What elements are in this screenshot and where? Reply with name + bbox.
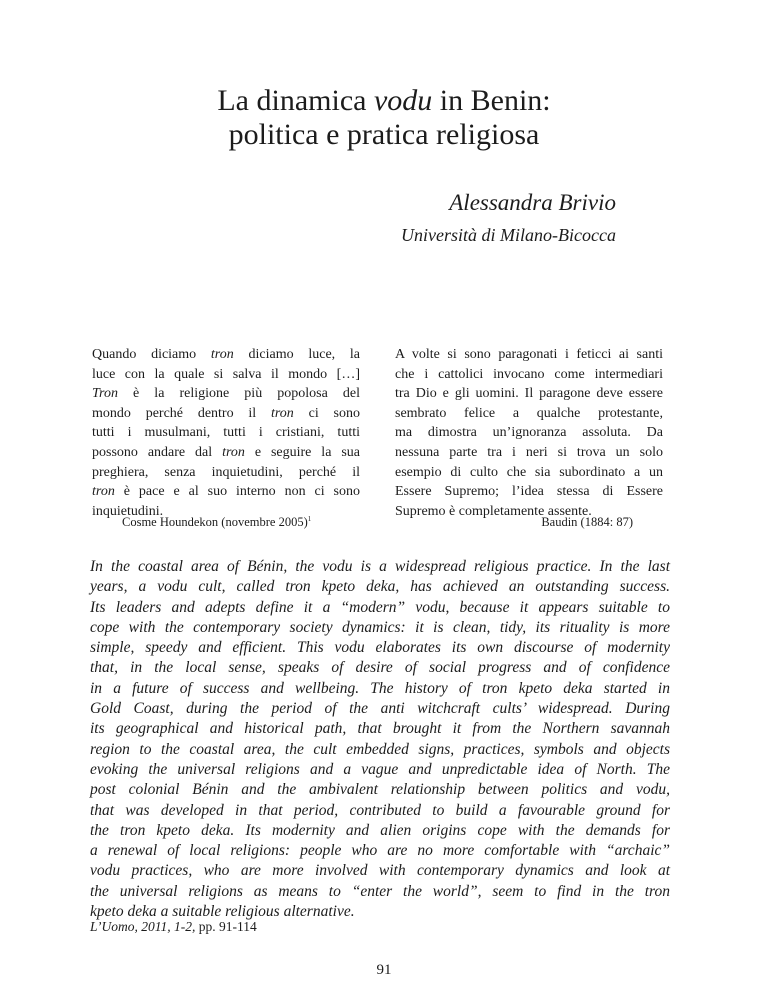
abstract-line: in a future of success and wellbeing. The history of tron kpeto deka started in (90, 679, 670, 697)
epigraph-line (92, 443, 360, 463)
author-name: Alessandra Brivio (449, 190, 616, 215)
epigraph-emphasis: tron (92, 484, 115, 500)
epigraph-line: Supremo è completamente assente. (395, 503, 592, 519)
epigraph-left-citation (122, 515, 311, 530)
epigraph-text: è pace e al suo interno non ci sono (114, 484, 360, 500)
abstract-line: that, in the local sense, speaks of desire of social progress and of confidence (90, 659, 670, 677)
epigraph-text: tutti i musulmani, tutti i cristiani, tutti (92, 425, 360, 441)
abstract-line: kpeto deka a suitable religious alternative. (90, 903, 355, 921)
epigraph-text: mondo perché dentro il (92, 405, 271, 421)
epigraph-text: preghiera, senza inquietudini, perché il (92, 464, 360, 480)
epigraph-text: Quando diciamo (92, 347, 211, 362)
epigraph-line: Essere Supremo; l’idea stessa di Essere (395, 484, 663, 500)
abstract-line: a renewal of local religions: people who are no more comfortable with “archaic” (90, 842, 670, 860)
abstract-line: simple, speedy and efficient. This vodu elaborates its own discourse of modernity (90, 639, 670, 657)
abstract-line: that was developed in that period, contributed to build a favourable ground for (90, 801, 670, 819)
epigraph-line: sembrato felice a qualche protestante, (395, 405, 663, 421)
journal-pages: pp. 91-114 (195, 919, 257, 934)
journal-source (90, 919, 257, 935)
epigraph-line: A volte si sono paragonati i feticci ai santi (395, 347, 663, 362)
epigraph-line (92, 423, 360, 443)
epigraph-emphasis: tron (270, 405, 294, 421)
epigraph-line: nessuna parte tra i neri si trova un solo (395, 444, 663, 460)
epigraph-text: e seguire la sua (244, 444, 360, 460)
epigraph-line: esempio di culto che sia subordinato a un (395, 464, 663, 480)
journal-name: L’Uomo, 2011, 1-2, (90, 919, 196, 934)
epigraph-emphasis: Tron (92, 386, 118, 402)
abstract-line: vodu practices, who are more involved with contemporary dynamics and look at (90, 862, 670, 880)
citation-text: Cosme Houndekon (novembre 2005) (122, 515, 308, 530)
author-affiliation: Università di Milano-Bicocca (401, 225, 616, 245)
epigraph-line (92, 365, 360, 385)
epigraph-line (92, 384, 360, 404)
epigraph-line (92, 463, 360, 483)
abstract-line: cope with the contemporary society dynamics: it is clean, tidy, its rituality is more (90, 618, 670, 636)
title-text: in Benin: (432, 84, 551, 117)
epigraph-right-citation: Baudin (1884: 87) (541, 515, 633, 529)
abstract-line: its geographical and historical path, that brought it from the Northern savannah (90, 720, 670, 738)
epigraph-text: è la religione più popolosa del (117, 386, 360, 402)
epigraph-text: possono andare dal (92, 444, 223, 460)
epigraph-text: ci sono (293, 405, 360, 421)
epigraph-line (92, 345, 360, 365)
title-line-2: politica e pratica religiosa (228, 118, 540, 151)
abstract-line: In the coastal area of Bénin, the vodu is a widespread religious practice. In the last (90, 558, 670, 575)
abstract (90, 557, 670, 922)
abstract-line: region to the coastal area, the cult embedded signs, practices, symbols and objects (90, 740, 670, 758)
title-line-1 (0, 84, 768, 118)
abstract-line: the tron kpeto deka. Its modernity and alien origins cope with the demands for (90, 821, 670, 839)
abstract-line: years, a vodu cult, called tron kpeto deka, has achieved an outstanding success. (90, 578, 670, 596)
abstract-line: post colonial Bénin and the ambivalent relationship between politics and vodu, (90, 781, 670, 799)
title-text: La dinamica (217, 84, 374, 117)
title-emphasis: vodu (373, 84, 433, 117)
epigraph-line: ma dimostra un’ignoranza assoluta. Da (395, 425, 663, 441)
epigraph-text: luce con la quale si salva il mondo […] (92, 366, 360, 382)
epigraph-line: che i cattolici invocano come intermediari (395, 366, 663, 382)
abstract-line: the universal religions as means to “enter the world”, seem to find in the tron (90, 882, 670, 900)
epigraph-text: diciamo luce, la (233, 347, 360, 362)
epigraph-line (92, 404, 360, 424)
abstract-line: evoking the universal religions and a vague and unpredictable idea of North. The (90, 760, 670, 778)
epigraph-right (395, 345, 663, 521)
epigraph-emphasis: tron (210, 347, 234, 362)
epigraph-line (92, 482, 360, 502)
article-title (0, 84, 768, 152)
epigraph-text: inquietudini. (92, 503, 164, 519)
footnote-mark[interactable]: 1 (307, 515, 312, 523)
page-number: 91 (376, 962, 392, 978)
epigraph-left (92, 345, 360, 521)
epigraph-line: tra Dio e gli uomini. Il paragone deve essere (395, 386, 663, 402)
epigraph-emphasis: tron (222, 444, 245, 460)
abstract-line: Gold Coast, during the period of the anti witchcraft cults’ widespread. During (90, 700, 670, 718)
abstract-line: Its leaders and adepts define it a “modern” vodu, because it appears suitable to (90, 598, 670, 616)
